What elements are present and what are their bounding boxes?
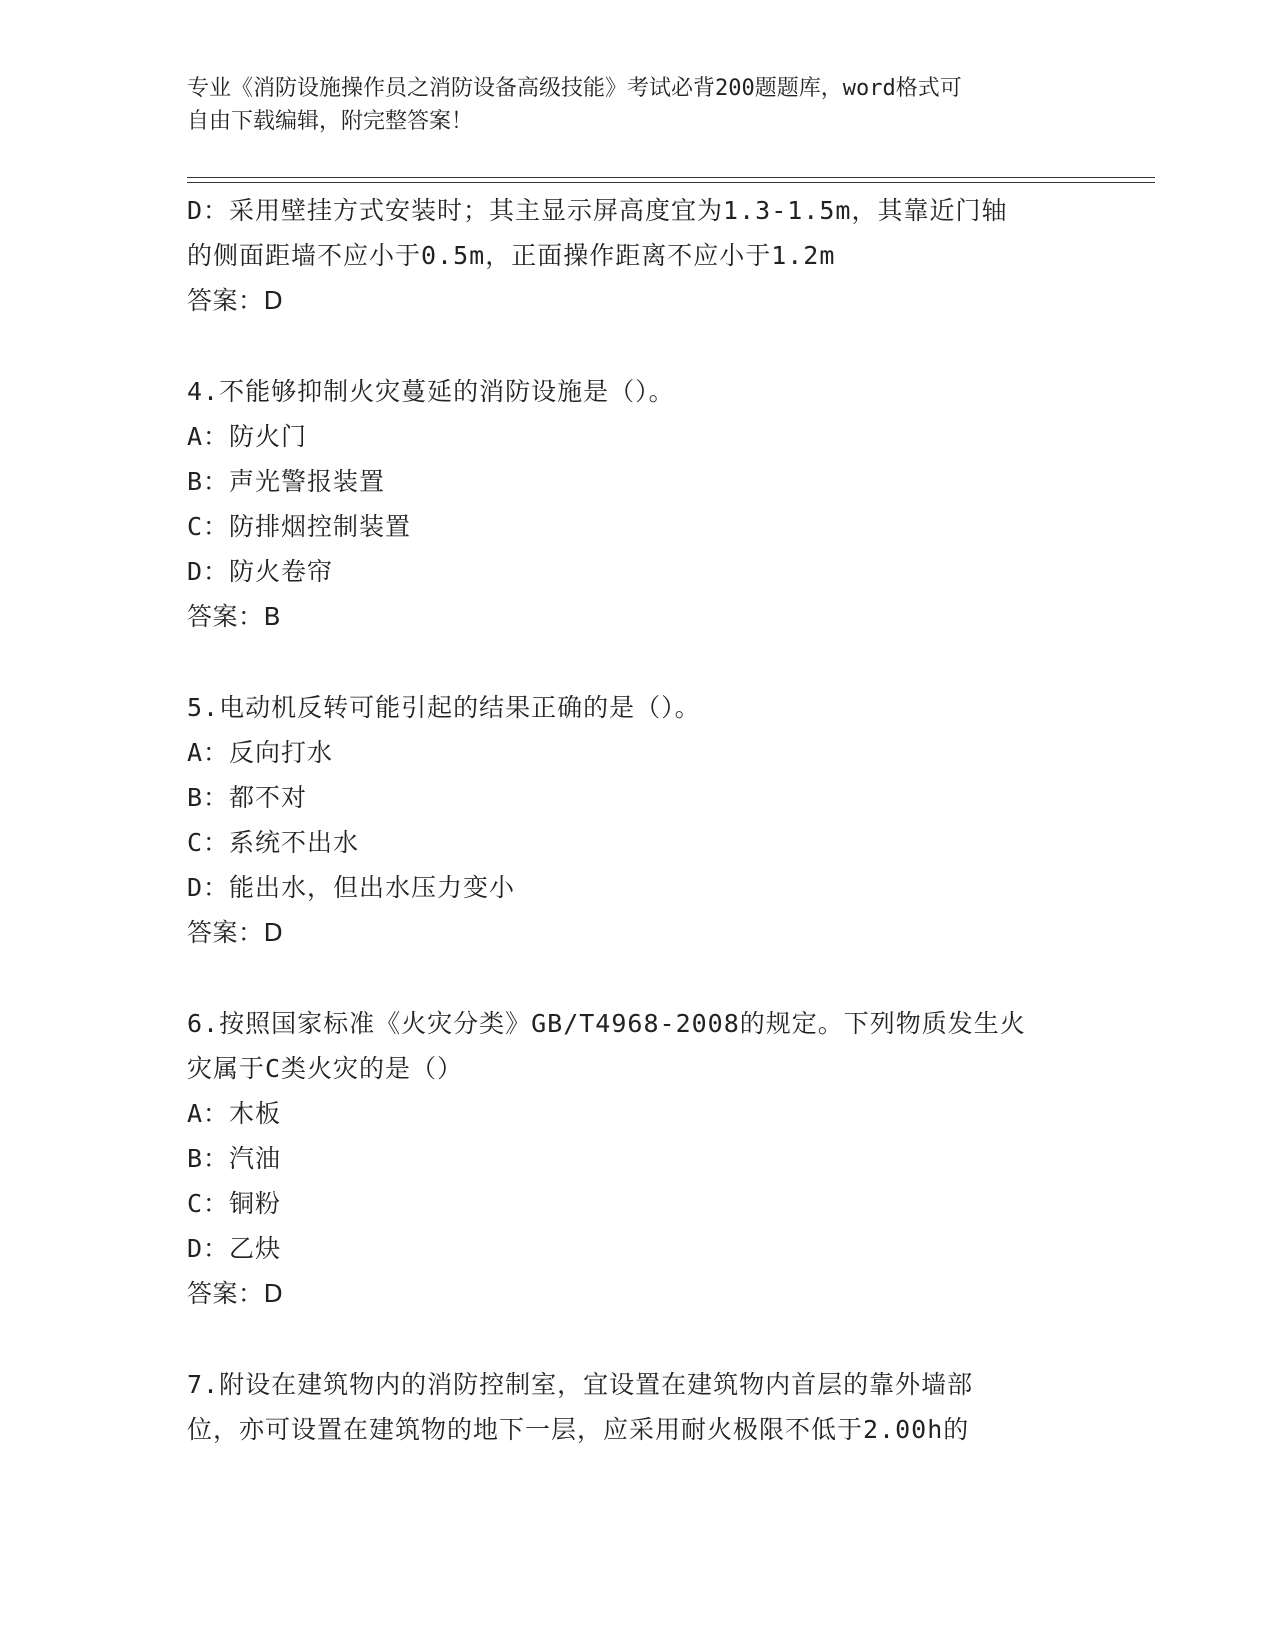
header-line-1: 专业《消防设施操作员之消防设备高级技能》考试必背200题题库，word格式可 bbox=[187, 76, 962, 101]
answer: 答案：D bbox=[187, 286, 284, 315]
question-5 bbox=[187, 685, 1107, 955]
option-a: A：反向打水 bbox=[187, 738, 334, 767]
answer: 答案：D bbox=[187, 918, 284, 947]
option-d-continued: 的侧面距墙不应小于0.5m，正面操作距离不应小于1.2m bbox=[187, 241, 836, 270]
option-d: D：采用壁挂方式安装时；其主显示屏高度宜为1.3-1.5m，其靠近门轴 bbox=[187, 196, 1008, 225]
option-a: A：防火门 bbox=[187, 422, 308, 451]
question-6 bbox=[187, 1001, 1107, 1316]
question-list bbox=[187, 188, 1107, 1452]
question-7 bbox=[187, 1362, 1107, 1452]
document-header bbox=[187, 72, 1087, 138]
option-a: A：木板 bbox=[187, 1099, 282, 1128]
question-text: 7.附设在建筑物内的消防控制室，宜设置在建筑物内首层的靠外墙部 bbox=[187, 1370, 974, 1399]
question-text: 6.按照国家标准《火灾分类》GB/T4968-2008的规定。下列物质发生火 bbox=[187, 1009, 1026, 1038]
option-b: B：声光警报装置 bbox=[187, 467, 386, 496]
option-d: D：防火卷帘 bbox=[187, 557, 334, 586]
header-rule-top bbox=[187, 177, 1155, 178]
option-c: C：防排烟控制装置 bbox=[187, 512, 412, 541]
option-b: B：都不对 bbox=[187, 783, 308, 812]
answer: 答案：B bbox=[187, 602, 282, 631]
question-text-continued: 灾属于C类火灾的是（） bbox=[187, 1054, 464, 1083]
option-d: D：乙炔 bbox=[187, 1234, 282, 1263]
option-c: C：系统不出水 bbox=[187, 828, 360, 857]
header-line-2: 自由下载编辑，附完整答案！ bbox=[187, 109, 474, 134]
question-text-continued: 位，亦可设置在建筑物的地下一层，应采用耐火极限不低于2.00h的 bbox=[187, 1415, 970, 1444]
answer: 答案：D bbox=[187, 1279, 284, 1308]
question-text: 4.不能够抑制火灾蔓延的消防设施是（）。 bbox=[187, 377, 675, 406]
option-c: C：铜粉 bbox=[187, 1189, 282, 1218]
header-rule-bottom bbox=[187, 182, 1155, 183]
previous-question-tail bbox=[187, 188, 1107, 323]
question-text: 5.电动机反转可能引起的结果正确的是（）。 bbox=[187, 693, 701, 722]
question-4 bbox=[187, 369, 1107, 639]
option-d: D：能出水，但出水压力变小 bbox=[187, 873, 516, 902]
option-b: B：汽油 bbox=[187, 1144, 282, 1173]
